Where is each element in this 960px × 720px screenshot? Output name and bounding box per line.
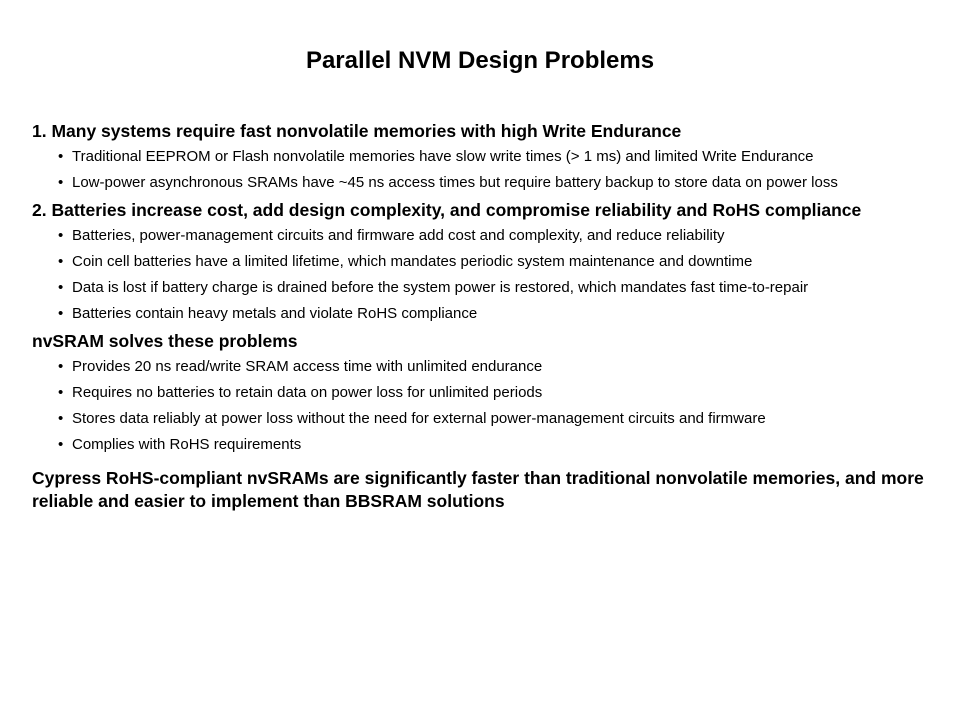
bullet-icon: • — [58, 358, 64, 375]
bullet-item — [32, 357, 932, 377]
section-heading: nvSRAM solves these problems — [32, 331, 298, 351]
conclusion-text: Cypress RoHS-compliant nvSRAMs are significantly faster than traditional nonvolatile memories, and more reliable and easier to implement than BBSRAM solutions — [32, 468, 924, 511]
bullet-item — [32, 409, 932, 429]
section-heading: 2. Batteries increase cost, add design complexity, and compromise reliability and RoHS compliance — [32, 200, 862, 220]
bullet-icon: • — [58, 253, 64, 270]
bullet-text: Batteries contain heavy metals and violate RoHS compliance — [72, 305, 478, 322]
section-write-endurance — [32, 120, 932, 193]
bullet-item — [32, 383, 932, 403]
bullet-text: Low-power asynchronous SRAMs have ~45 ns access times but require battery backup to store data on power loss — [72, 174, 838, 191]
bullet-list — [32, 357, 932, 455]
bullet-text: Stores data reliably at power loss without the need for external power-management circuits and firmware — [72, 410, 766, 427]
bullet-icon: • — [58, 174, 64, 191]
bullet-text: Batteries, power-management circuits and firmware add cost and complexity, and reduce reliability — [72, 227, 725, 244]
bullet-item — [32, 173, 932, 193]
section-batteries — [32, 199, 932, 324]
bullet-icon: • — [58, 436, 64, 453]
bullet-text: Complies with RoHS requirements — [72, 436, 302, 453]
bullet-text: Provides 20 ns read/write SRAM access time with unlimited endurance — [72, 358, 543, 375]
bullet-text: Coin cell batteries have a limited lifetime, which mandates periodic system maintenance and downtime — [72, 253, 753, 270]
bullet-list — [32, 226, 932, 324]
slide-title: Parallel NVM Design Problems — [305, 47, 655, 74]
slide-content — [32, 120, 932, 531]
bullet-text: Traditional EEPROM or Flash nonvolatile memories have slow write times (> 1 ms) and limited Write Endurance — [72, 148, 814, 165]
section-nvsram-solution — [32, 330, 932, 455]
bullet-item — [32, 226, 932, 246]
bullet-icon: • — [58, 227, 64, 244]
bullet-icon: • — [58, 279, 64, 296]
bullet-text: Requires no batteries to retain data on power loss for unlimited periods — [72, 384, 543, 401]
bullet-icon: • — [58, 384, 64, 401]
bullet-item — [32, 252, 932, 272]
bullet-text: Data is lost if battery charge is drained before the system power is restored, which mandates fast time-to-repair — [72, 279, 809, 296]
bullet-item — [32, 147, 932, 167]
section-heading: 1. Many systems require fast nonvolatile memories with high Write Endurance — [32, 121, 682, 141]
bullet-item — [32, 278, 932, 298]
bullet-item — [32, 435, 932, 455]
bullet-list — [32, 147, 932, 193]
bullet-item — [32, 304, 932, 324]
bullet-icon: • — [58, 410, 64, 427]
bullet-icon: • — [58, 305, 64, 322]
bullet-icon: • — [58, 148, 64, 165]
